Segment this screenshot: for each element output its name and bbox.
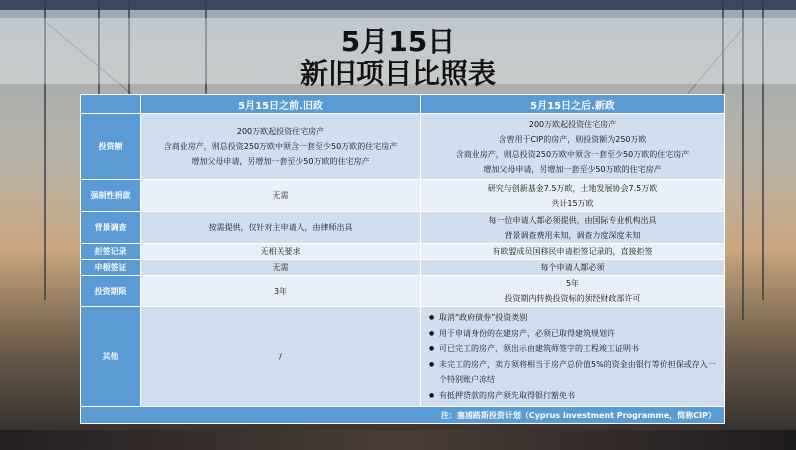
new-cell xyxy=(421,180,725,212)
new-cell xyxy=(421,114,725,180)
new-cell xyxy=(421,260,725,276)
new-cell xyxy=(421,276,725,307)
cell-line: 无需 xyxy=(272,263,289,272)
cell-line: 每个申请人都必须 xyxy=(540,263,605,272)
row-period xyxy=(81,276,725,307)
header-corner xyxy=(81,95,141,114)
cell-line: 5年 xyxy=(565,279,580,288)
row-footnote xyxy=(81,407,725,424)
cell-line: / xyxy=(279,352,282,361)
row-mandatory xyxy=(81,180,725,212)
old-cell xyxy=(141,244,421,260)
cell-line: 每一位申请人都必须提供，由国际专业机构出具 xyxy=(488,215,657,225)
new-cell xyxy=(421,244,725,260)
old-cell xyxy=(141,276,421,307)
list-item: ● 取消“政府债券”投资类别 xyxy=(439,310,720,326)
row-label: 申根签证 xyxy=(81,260,141,276)
cell-line: 无需 xyxy=(272,191,289,200)
cell-line: 含曾用于CIP的房产，则投资额为250万欧 xyxy=(498,134,647,144)
title-date: 5月15日 xyxy=(340,25,456,58)
row-investment xyxy=(81,114,725,180)
cell-line: 增加父母申请，另增加一套至少50万欧的住宅房产 xyxy=(191,157,370,166)
row-label: 背景调查 xyxy=(81,212,141,244)
cell-line: 背景调查费用未知，调查力度深度未知 xyxy=(504,230,641,240)
list-item: ● 有抵押贷款的房产须先取得银行豁免书 xyxy=(439,388,720,404)
list-item: ● 未完工的房产，卖方须将相当于房产总价值5%的资金由银行等价担保或存入一个特别账户冻结 xyxy=(439,357,720,388)
cell-line: 按需提供，仅针对主申请人，由律师出具 xyxy=(208,223,353,232)
cell-line: 增加父母申请，另增加一套至少50万欧的住宅房产 xyxy=(483,164,662,174)
row-label: 投资期限 xyxy=(81,276,141,307)
cell-line: 共计15万欧 xyxy=(551,198,594,208)
footnote: 注：塞浦路斯投资计划（Cyprus Investment Programme，简称CIP） xyxy=(81,407,725,424)
page-title: 新旧项目比照表 xyxy=(299,57,496,90)
cell-line: 含商业房产，则总投资250万欧中须含一套至少50万欧的住宅房产 xyxy=(163,142,398,151)
row-background xyxy=(81,212,725,244)
list-item: ● 用于申请身份的在建房产，必须已取得建筑规划许 xyxy=(439,326,720,342)
row-visa xyxy=(81,260,725,276)
cell-line: 含商业房产，则总投资250万欧中须含一套至少50万欧的住宅房产 xyxy=(455,149,690,159)
header-old: 5月15日之前.旧政 xyxy=(141,95,421,114)
cell-line: 研究与创新基金7.5万欧，土地发展协会7.5万欧 xyxy=(487,183,658,193)
cell-line: 有欧盟成员国移民申请拒签记录的，直接拒签 xyxy=(492,247,653,256)
cell-line: 投资期内转换投资标的须经财政部许可 xyxy=(504,294,641,303)
old-cell xyxy=(141,260,421,276)
cell-line: 200万欧起投资住宅房产 xyxy=(528,119,617,129)
cell-line: 无相关要求 xyxy=(260,247,301,256)
bottom-strip xyxy=(0,430,796,450)
list-item: ● 可已完工的房产，须出示由建筑师签字的工程竣工证明书 xyxy=(439,341,720,357)
new-cell xyxy=(421,307,725,407)
top-bar xyxy=(0,0,796,10)
header-new: 5月15日之后.新政 xyxy=(421,95,725,114)
row-label: 拒签记录 xyxy=(81,244,141,260)
row-label: 其他 xyxy=(81,307,141,407)
row-label: 强制性捐款 xyxy=(81,180,141,212)
cell-line: 200万欧起投资住宅房产 xyxy=(236,127,325,136)
row-label: 投资额 xyxy=(81,114,141,180)
cell-line: 3年 xyxy=(273,286,288,296)
old-cell xyxy=(141,180,421,212)
row-refusal xyxy=(81,244,725,260)
row-others xyxy=(81,307,725,407)
others-list xyxy=(425,310,720,403)
comparison-table xyxy=(80,94,725,424)
new-cell xyxy=(421,212,725,244)
old-cell xyxy=(141,114,421,180)
table-header xyxy=(81,95,725,114)
old-cell xyxy=(141,212,421,244)
old-cell xyxy=(141,307,421,407)
